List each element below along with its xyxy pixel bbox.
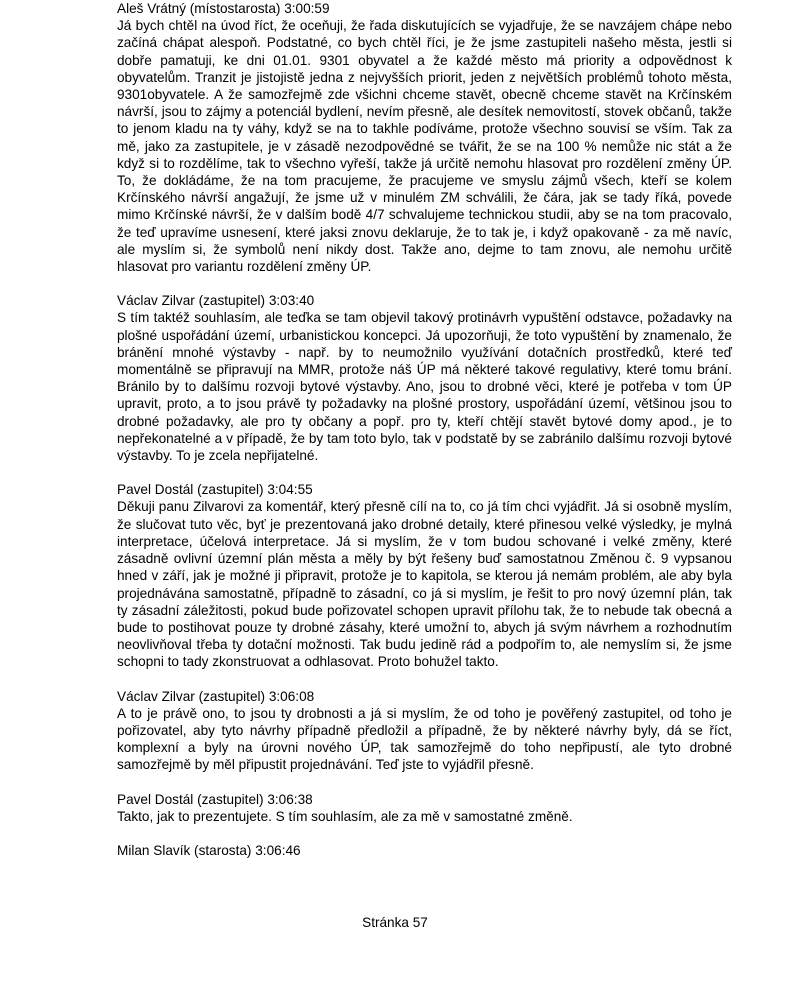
speech-block	[117, 688, 732, 774]
speech-text: A to je právě ono, to jsou ty drobnosti a já si myslím, že od toho je pověřený zastupitel, od toho je pořizovatel, aby tyto návrhy případně předložil a případně, že by některé návrhy byly, dá se říct, komplexní a byly na úrovni nového ÚP, tak samozřejmě do toho nepřipustí, ale tyto drobné samozřejmě by měl připustit projednávání. Teď jste to vyjádřil přesně.	[117, 705, 732, 773]
speech-text: Děkuji panu Zilvarovi za komentář, který přesně cílí na to, co já tím chci vyjádřit. Já si osobně myslím, že slučovat tuto věc, byť je prezentovaná jako drobné detaily, které přinesou velké výsledky, je mylná interpretace, účelová interpretace. Já si myslím, že v tom budou schované i velké změny, které zásadně ovlivní územní plán města a měly by být řešeny buď samostatnou Změnou č. 9 vypsanou hned v září, jak je možné ji připravit, protože je to kapitola, se kterou já nemám problém, ale aby byla projednávána samostatně, případně to zásadní, co já si myslím, je řešit to pro nový územní plán, tak ty zásadní záležitosti, pokud bude pořizovatel schopen upravit přílohu tak, že to nebude tak obecná a bude to postihovat pouze ty drobné zásahy, které umožní to, abych já svým návrhem a rozhodnutím neovlivňoval třeba ty dotační možnosti. Tak budu jedině rád a podpořím to, ale nemyslím si, že jsme schopni to tady zkonstruovat a odhlasovat. Proto bohužel takto.	[117, 499, 732, 670]
speech-block	[117, 0, 732, 275]
speech-text: Já bych chtěl na úvod říct, že oceňuji, že řada diskutujících se vyjadřuje, že se navzájem chápe nebo začíná chápat alespoň. Podstatné, co bych chtěl říci, je že jsme zastupiteli našeho města, jestli si dobře pamatuji, ke dni 01.01. 9301 obyvatel a že každé město má priority a odpovědnost k obyvatelům. Tranzit je jistojistě jedna z nejvyšších priorit, jeden z největších problémů tohoto města, 9301obyvatele. A že samozřejmě zde všichni chceme stavět, obecně chceme stavět na Krčínském návrší, jsou to zájmy a potenciál bydlení, nevím přesně, ale desítek nemovitostí, stovek občanů, takže to jenom kladu na ty váhy, když se na to takhle podíváme, protože všechno souvisí se vším. Tak za mě, jako za zastupitele, je v zásadě nezodpovědné se tvářit, že se na 100 % nemůže nic stát a že když si to rozdělíme, tak to všechno vyřeší, takže já určitě nemohu hlasovat pro rozdělení změny ÚP. To, že dokládáme, že na tom pracujeme, že pracujeme ve smyslu zájmů všech, kteří se kolem Krčínského návrší angažují, že jsme už v minulém ZM schválili, že čára, jak se tady říká, povede mimo Krčínské návrší, že v dalším bodě 4/7 schvalujeme technickou studii, aby se na tom pracovalo, že teď upravíme usnesení, které jaksi znovu deklaruje, že to tak je, i když opakovaně - za mě navíc, ale myslím si, že symbolů není nikdy dost. Takže ano, dejme to tam znovu, ale nemohu určitě hlasovat pro variantu rozdělení změny ÚP.	[117, 18, 732, 275]
speech-block	[117, 791, 732, 825]
page-number: Stránka 57	[362, 915, 428, 930]
speech-block	[117, 842, 732, 859]
speaker-heading: Pavel Dostál (zastupitel) 3:04:55	[117, 482, 313, 498]
speech-block	[117, 481, 732, 670]
speaker-heading: Václav Zilvar (zastupitel) 3:03:40	[117, 293, 315, 309]
speech-text: S tím taktéž souhlasím, ale teďka se tam objevil takový protinávrh vypuštění odstavce, požadavky na plošné uspořádání území, urbanistickou koncepci. Já upozorňuji, že toto vypuštění by znamenalo, že bránění mnohé výstavby - např. by to neumožnilo využívání dotačních prostředků, které teď momentálně se připravují na MMR, protože náš ÚP má některé takové regulativy, které tomu brání. Bránilo by to dalšímu rozvoji bytové výstavby. Ano, jsou to drobné věci, které je potřeba v tom ÚP upravit, proto, a to jsou právě ty požadavky na plošné prostory, uspořádání území, většinou jsou to drobné požadavky, ale pro ty občany a popř. pro ty, kteří chtějí stavět bytové domy apod., je to nepřekonatelné a v případě, že by tam toto bylo, tak v podstatě by se zabránilo dalšímu rozvoji bytové výstavby. To je zcela nepřijatelné.	[117, 310, 732, 464]
speaker-heading: Václav Zilvar (zastupitel) 3:06:08	[117, 688, 315, 704]
speech-block	[117, 292, 732, 464]
speaker-heading: Milan Slavík (starosta) 3:06:46	[117, 842, 301, 858]
speaker-heading: Aleš Vrátný (místostarosta) 3:00:59	[117, 1, 330, 16]
speech-text: Takto, jak to prezentujete. S tím souhlasím, ale za mě v samostatné změně.	[117, 808, 573, 824]
speaker-heading: Pavel Dostál (zastupitel) 3:06:38	[117, 791, 313, 807]
transcript-page	[117, 0, 732, 876]
